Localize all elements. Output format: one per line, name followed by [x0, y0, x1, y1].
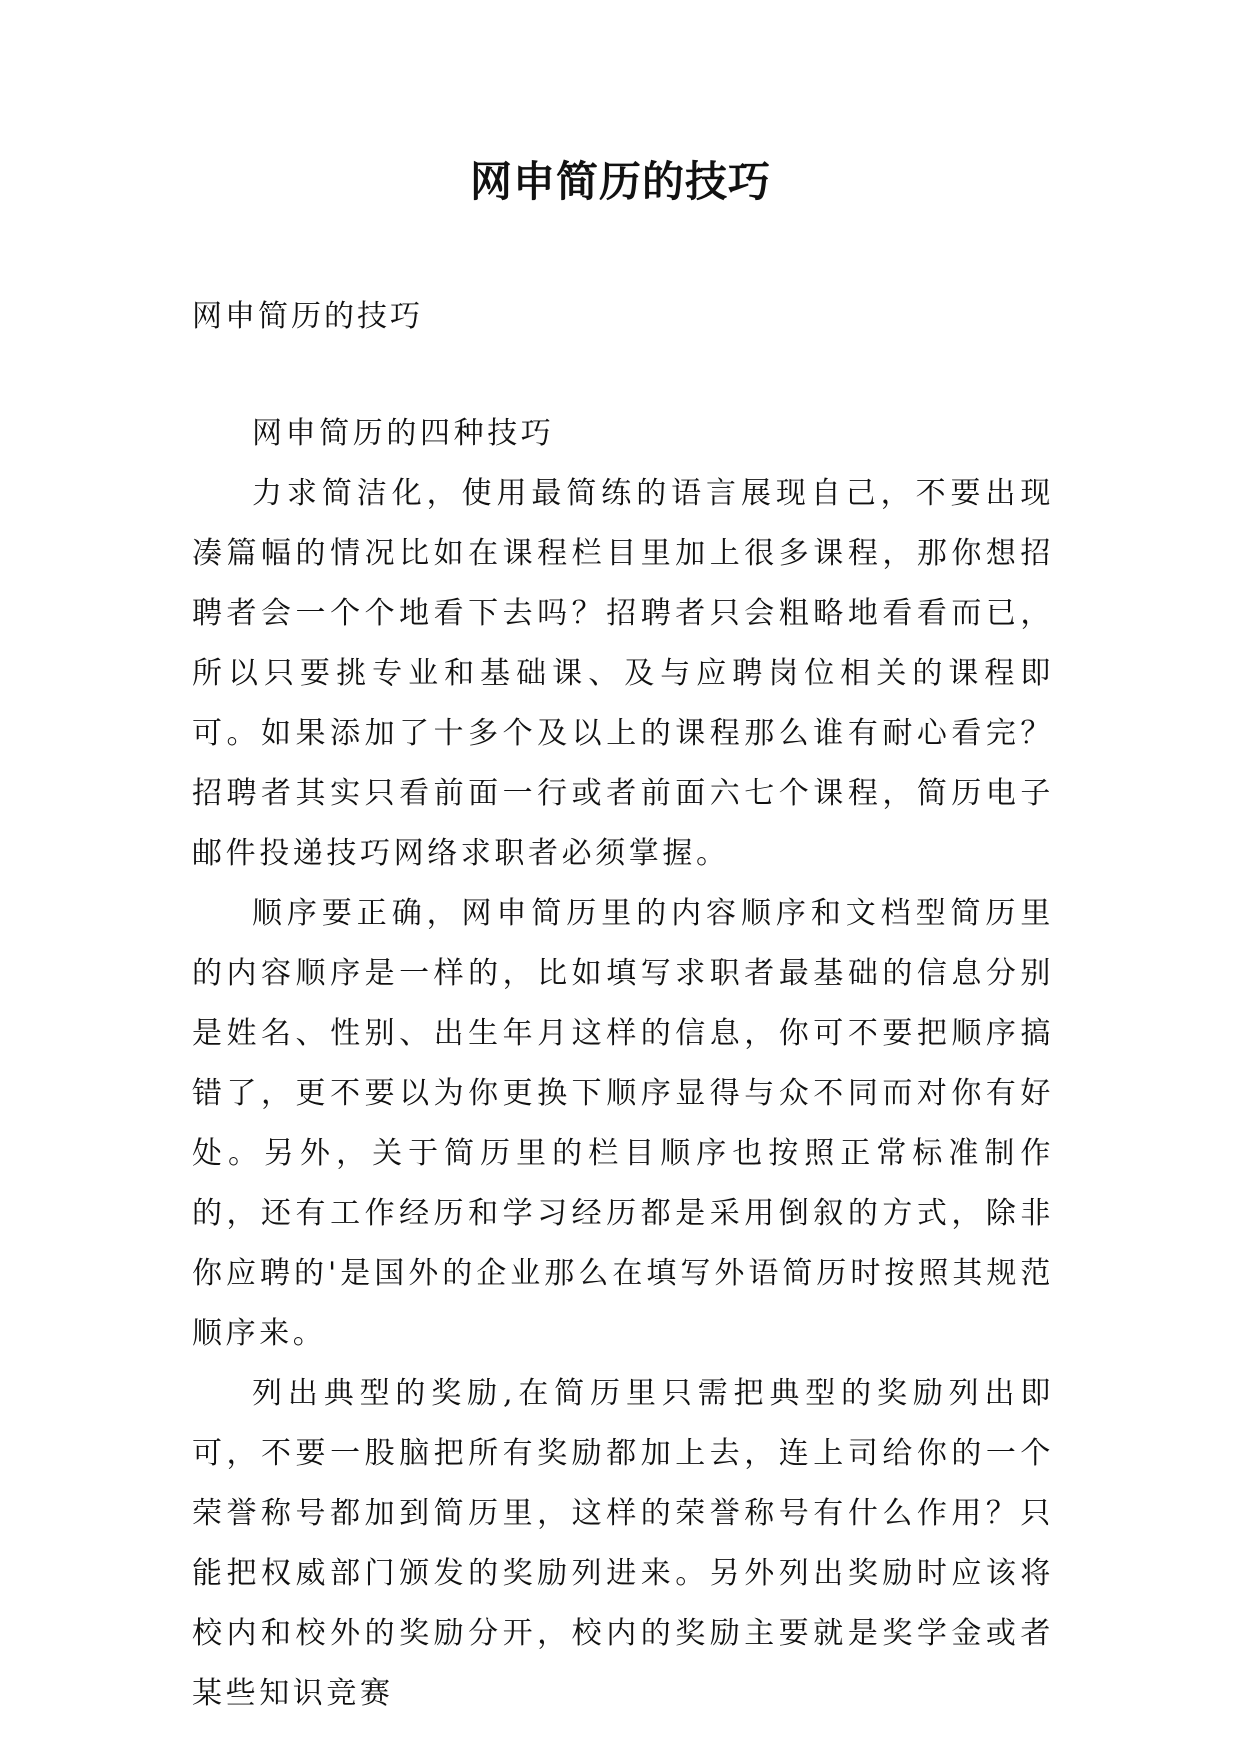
document-subtitle: 网申简历的技巧 [192, 299, 423, 334]
document-body [192, 404, 1054, 1724]
document-title: 网申简历的技巧 [469, 157, 771, 206]
paragraph-conciseness: 力求简洁化，使用最简练的语言展现自己，不要出现凑篇幅的情况比如在课程栏目里加上很多课程，那你想招聘者会一个个地看下去吗？招聘者只会粗略地看看而已，所以只要挑专业和基础课、及与应聘岗位相关的课程即可。如果添加了十多个及以上的课程那么谁有耐心看完？招聘者其实只看前面一行或者前面六七个课程，简历电子邮件投递技巧网络求职者必须掌握。 [192, 476, 1054, 871]
paragraph-order: 顺序要正确，网申简历里的内容顺序和文档型简历里的内容顺序是一样的，比如填写求职者最基础的信息分别是姓名、性别、出生年月这样的信息，你可不要把顺序搞错了，更不要以为你更换下顺序显得与众不同而对你有好处。另外，关于简历里的栏目顺序也按照正常标准制作的，还有工作经历和学习经历都是采用倒叙的方式，除非你应聘的'是国外的企业那么在填写外语简历时按照其规范顺序来。 [192, 896, 1054, 1351]
paragraph-heading: 网申简历的四种技巧 [252, 416, 555, 451]
paragraph-awards: 列出典型的奖励,在简历里只需把典型的奖励列出即可，不要一股脑把所有奖励都加上去，连上司给你的一个荣誉称号都加到简历里，这样的荣誉称号有什么作用？只能把权威部门颁发的奖励列进来。另外列出奖励时应该将校内和校外的奖励分开，校内的奖励主要就是奖学金或者某些知识竞赛 [192, 1376, 1054, 1711]
